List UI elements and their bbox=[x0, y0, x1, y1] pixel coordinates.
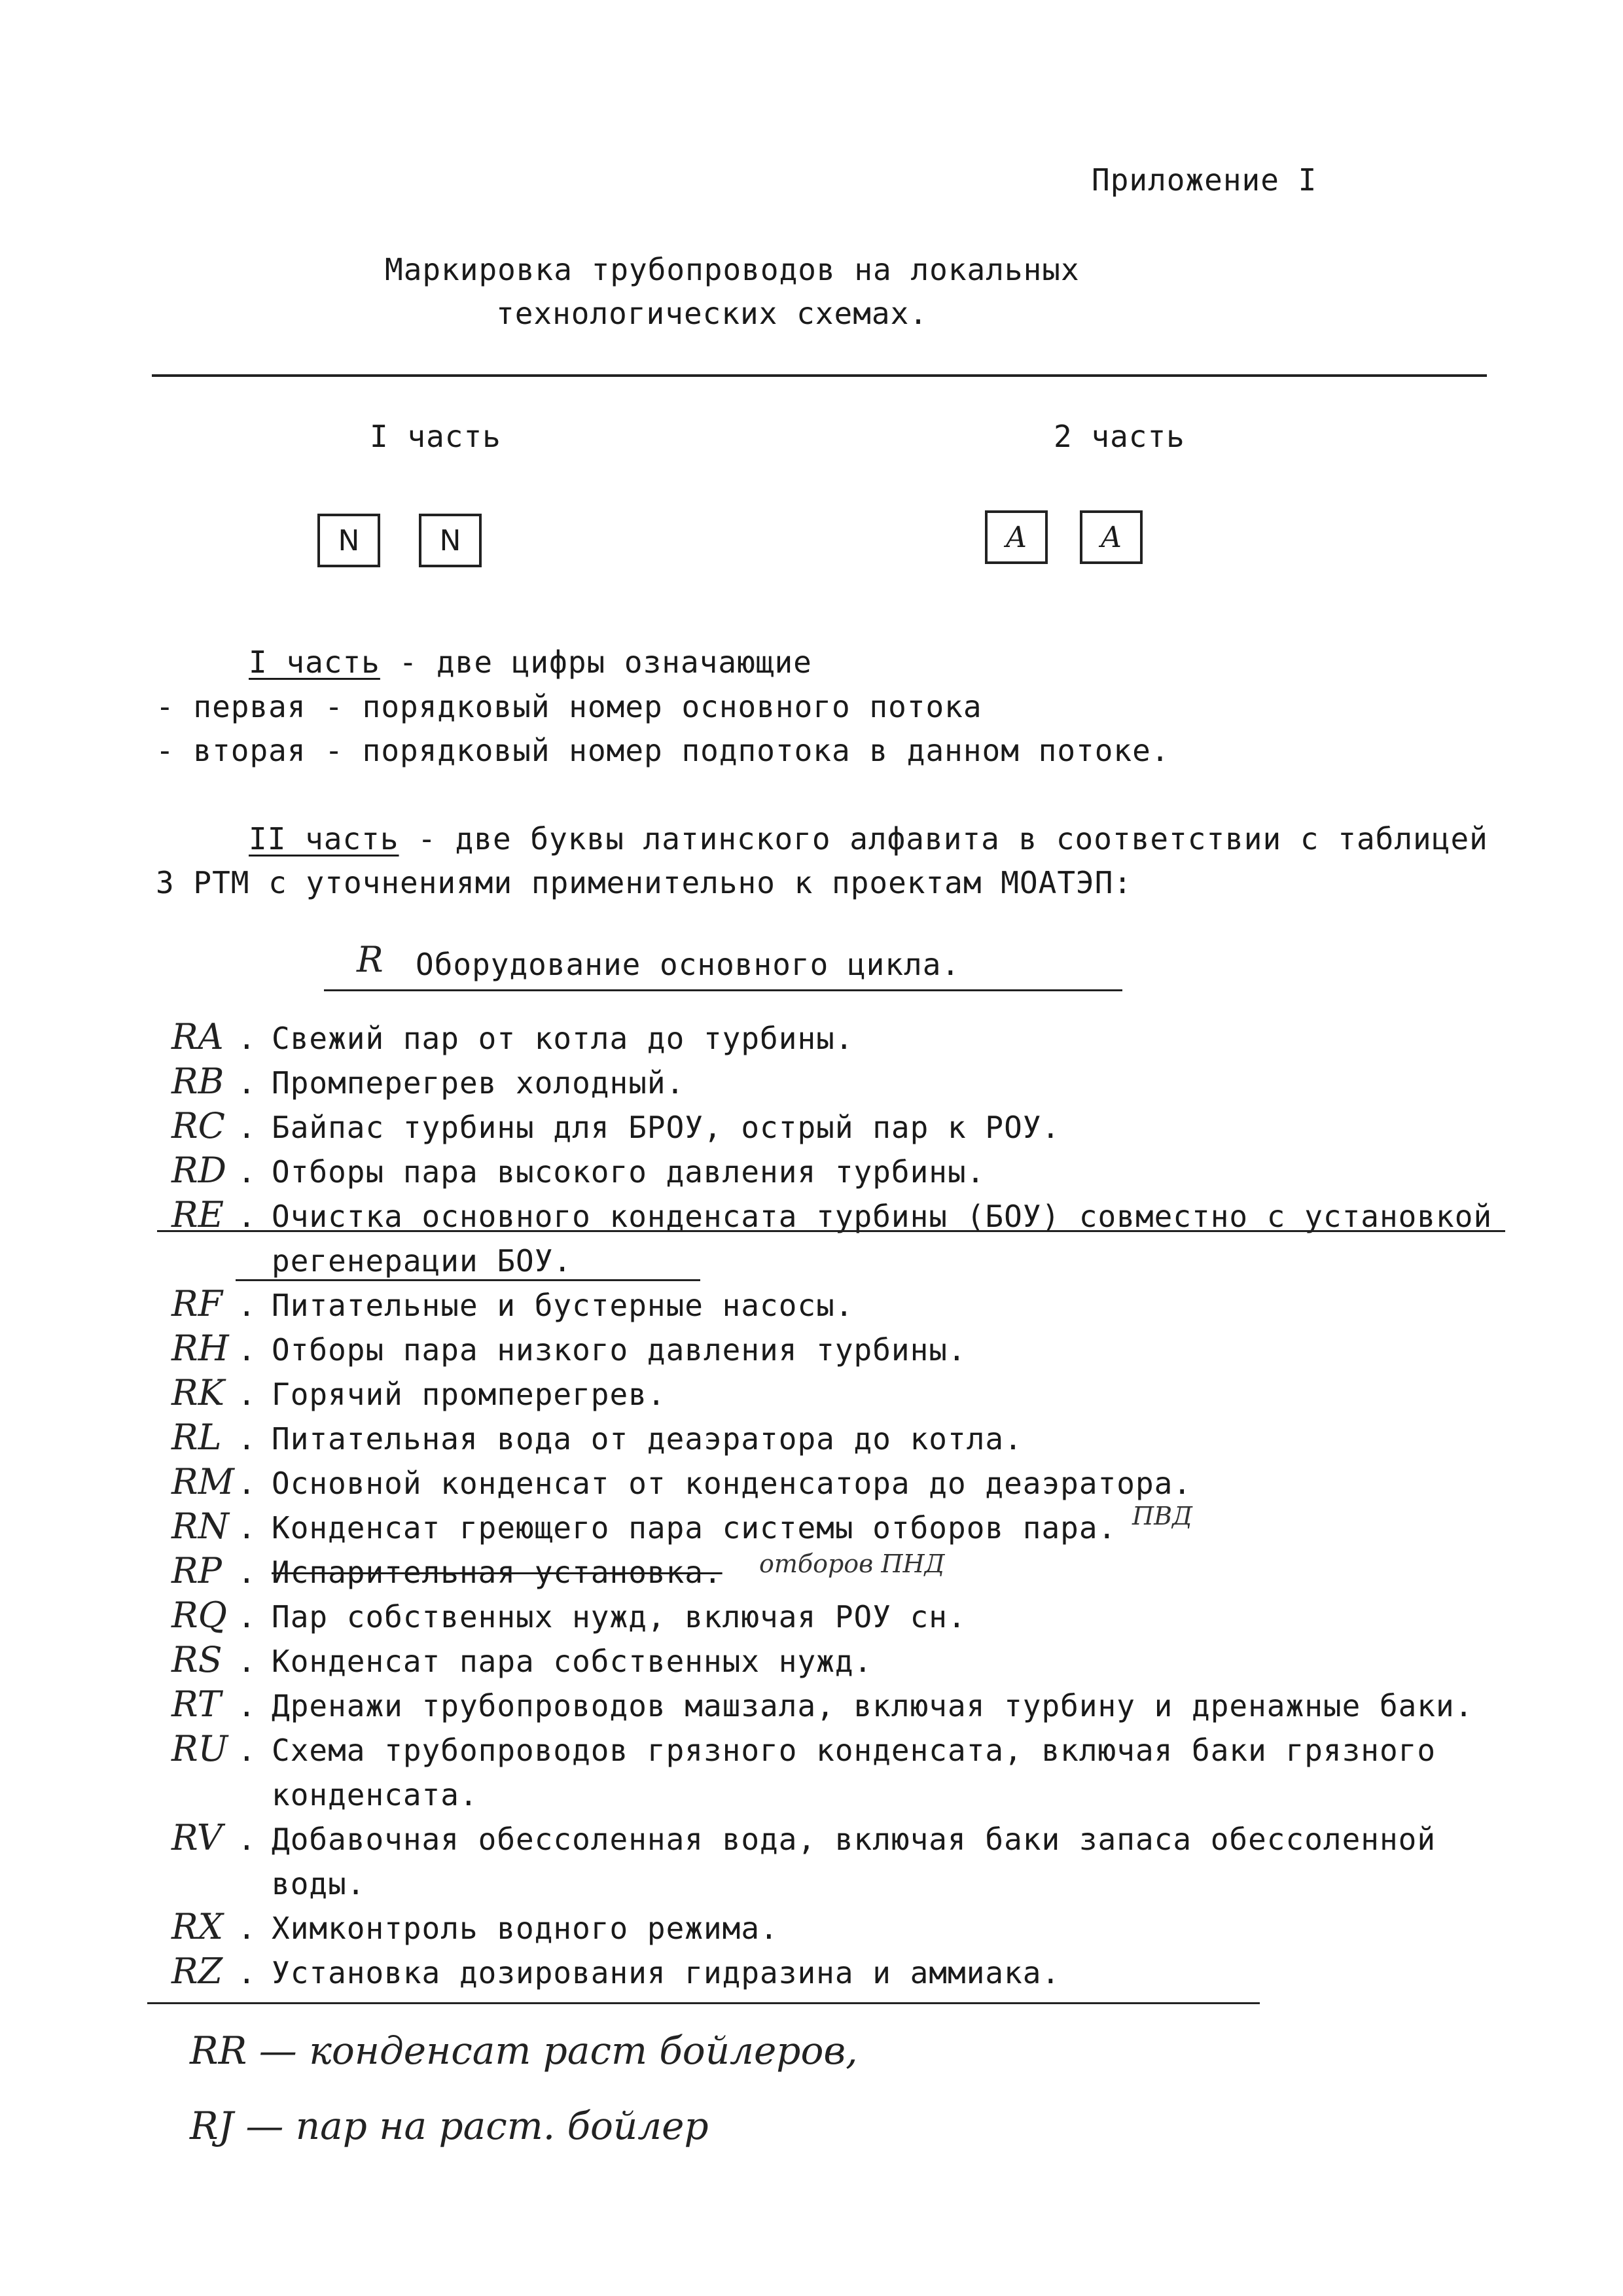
item-dot: . bbox=[238, 1955, 256, 1990]
part2-desc-line-2: 3 РТМ с уточнениями применительно к проектам МОАТЭП: bbox=[156, 865, 1133, 900]
item-dot: . bbox=[238, 1288, 256, 1323]
group-title: Оборудование основного цикла. bbox=[416, 947, 961, 982]
item-code: RU bbox=[171, 1728, 228, 1769]
item-dot: . bbox=[238, 1154, 256, 1190]
item-text: Добавочная обессоленная вода, включая баки запаса обессоленной bbox=[272, 1822, 1436, 1857]
group-underline bbox=[324, 989, 1122, 991]
item-handwritten-note: ПВД bbox=[1132, 1502, 1192, 1530]
item-text: Установка дозирования гидразина и аммиака. bbox=[272, 1955, 1061, 1990]
item-dot: . bbox=[238, 1377, 256, 1412]
part2-box-1: A bbox=[985, 510, 1048, 564]
item-text: Свежий пар от котла до турбины. bbox=[272, 1021, 854, 1056]
part1-box-1: N bbox=[317, 514, 380, 567]
item-dot: . bbox=[238, 1021, 256, 1056]
item-text: Питательные и бустерные насосы. bbox=[272, 1288, 854, 1323]
part1-desc-heading: I часть bbox=[249, 645, 380, 680]
item-text: Байпас турбины для БРОУ, острый пар к РОУ. bbox=[272, 1110, 1061, 1145]
item-dot: . bbox=[238, 1065, 256, 1101]
item-dot: . bbox=[238, 1911, 256, 1946]
title-line-1: Маркировка трубопроводов на локальных bbox=[385, 252, 1080, 287]
item-code: RT bbox=[171, 1684, 221, 1725]
item-text-cont: регенерации БОУ. bbox=[272, 1243, 573, 1279]
item-code: RM bbox=[171, 1461, 234, 1502]
item-dot: . bbox=[238, 1688, 256, 1723]
list-end-divider bbox=[147, 2002, 1260, 2004]
item-dot: . bbox=[238, 1332, 256, 1368]
part2-desc-text: - две буквы латинского алфавита в соответствии с таблицей bbox=[399, 821, 1488, 857]
item-dot: . bbox=[238, 1110, 256, 1145]
item-dot: . bbox=[238, 1733, 256, 1768]
title-divider bbox=[152, 374, 1487, 377]
item-text: Пар собственных нужд, включая РОУ сн. bbox=[272, 1599, 967, 1634]
item-text: Горячий промперегрев. bbox=[272, 1377, 666, 1412]
item-code: RV bbox=[171, 1817, 223, 1858]
item-text: Отборы пара высокого давления турбины. bbox=[272, 1154, 986, 1190]
item-code: RL bbox=[171, 1417, 222, 1458]
item-dot: . bbox=[238, 1466, 256, 1501]
item-handwritten-note: отборов ПНД bbox=[759, 1549, 945, 1578]
item-code: RS bbox=[171, 1639, 223, 1680]
part1-desc-line-2: - вторая - порядковый номер подпотока в данном потоке. bbox=[156, 733, 1170, 768]
part1-desc bbox=[249, 645, 812, 680]
item-dot: . bbox=[238, 1510, 256, 1545]
item-dot: . bbox=[238, 1199, 256, 1234]
item-dot: . bbox=[238, 1644, 256, 1679]
item-code: RA bbox=[171, 1016, 224, 1057]
item-text: Дренажи трубопроводов машзала, включая турбину и дренажные баки. bbox=[272, 1688, 1474, 1723]
item-code: RQ bbox=[171, 1595, 227, 1636]
item-code: RD bbox=[171, 1150, 226, 1191]
item-code: RF bbox=[171, 1283, 223, 1324]
part2-box-2: A bbox=[1080, 510, 1143, 564]
part1-label: I часть bbox=[370, 419, 501, 454]
part2-desc-heading: II часть bbox=[249, 821, 399, 857]
part2-desc bbox=[249, 821, 1488, 857]
item-text: Отборы пара низкого давления турбины. bbox=[272, 1332, 967, 1368]
item-code: RH bbox=[171, 1328, 229, 1369]
part1-box-2: N bbox=[419, 514, 482, 567]
title-line-2: технологических схемах. bbox=[496, 296, 928, 331]
item-text: Конденсат греющего пара системы отборов пара. bbox=[272, 1510, 1117, 1545]
item-code: RZ bbox=[171, 1951, 223, 1992]
item-text-cont: конденсата. bbox=[272, 1777, 478, 1812]
item-text: Схема трубопроводов грязного конденсата, включая баки грязного bbox=[272, 1733, 1436, 1768]
item-dot: . bbox=[238, 1555, 256, 1590]
item-text: Очистка основного конденсата турбины (БОУ) совместно с установкой bbox=[272, 1199, 1493, 1234]
item-dot: . bbox=[238, 1822, 256, 1857]
handwritten-line-2: RJ — пар на раст. бойлер bbox=[190, 2104, 709, 2148]
item-code: RN bbox=[171, 1506, 229, 1547]
item-text: Питательная вода от деаэратора до котла. bbox=[272, 1421, 1023, 1457]
item-text: Конденсат пара собственных нужд. bbox=[272, 1644, 873, 1679]
item-strike-line bbox=[157, 1230, 1505, 1232]
item-text: Химконтроль водного режима. bbox=[272, 1911, 779, 1946]
appendix-label: Приложение I bbox=[1092, 162, 1317, 198]
part1-desc-text: - две цифры означающие bbox=[380, 645, 812, 680]
handwritten-line-1: RR — конденсат раст бойлеров, bbox=[190, 2028, 858, 2073]
item-text: Испарительная установка. bbox=[272, 1555, 722, 1590]
item-text-cont: воды. bbox=[272, 1866, 366, 1901]
item-text: Промперегрев холодный. bbox=[272, 1065, 685, 1101]
item-code: RP bbox=[171, 1550, 222, 1591]
item-code: RK bbox=[171, 1372, 224, 1413]
item-code: RE bbox=[171, 1194, 224, 1235]
item-dot: . bbox=[238, 1599, 256, 1634]
group-code: R bbox=[357, 939, 383, 980]
item-code: RC bbox=[171, 1105, 225, 1146]
item-code: RB bbox=[171, 1061, 224, 1102]
part1-desc-line-1: - первая - порядковый номер основного потока bbox=[156, 689, 982, 724]
item-text: Основной конденсат от конденсатора до деаэратора. bbox=[272, 1466, 1192, 1501]
item-code: RX bbox=[171, 1906, 224, 1947]
item-cont-underline bbox=[236, 1279, 700, 1281]
part2-label: 2 часть bbox=[1054, 419, 1185, 454]
item-dot: . bbox=[238, 1421, 256, 1457]
